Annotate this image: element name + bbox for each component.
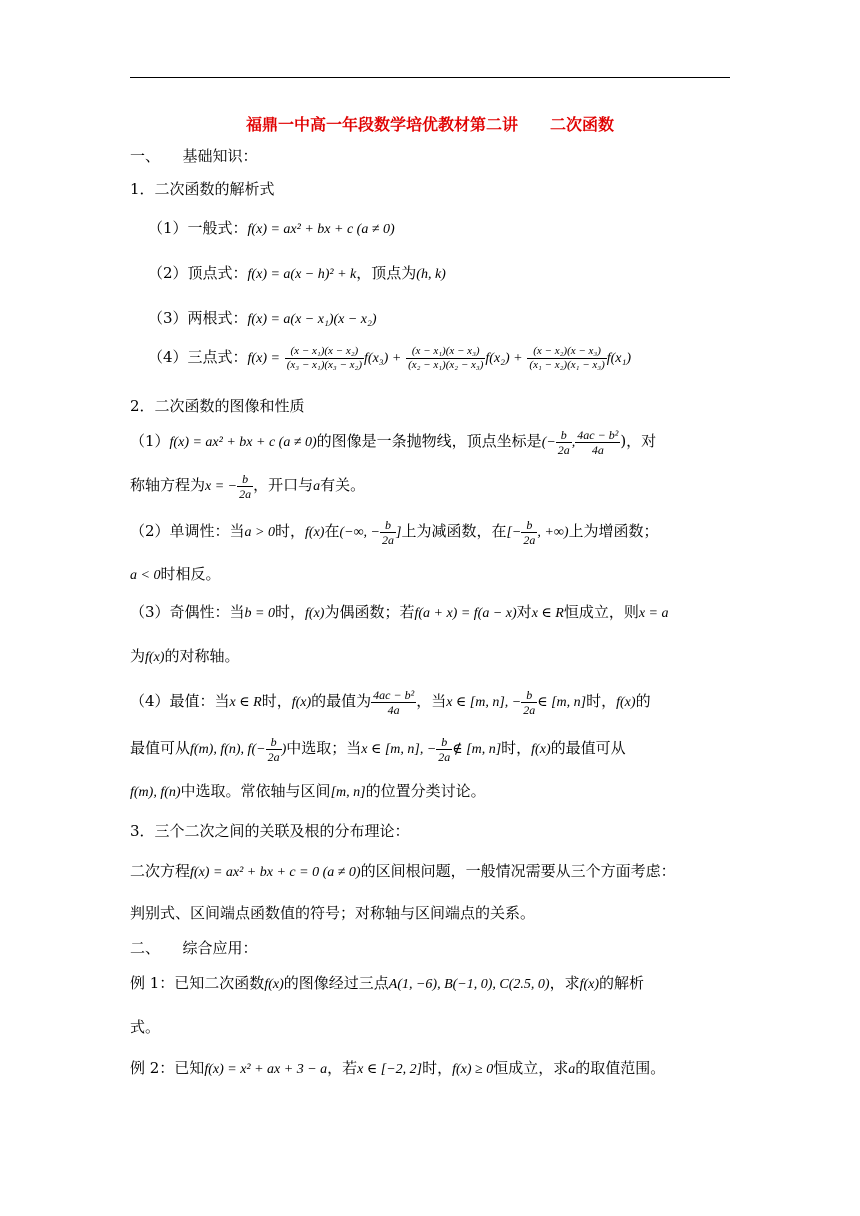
property-monotonicity: （2）单调性：当a > 0时，f(x)在(−∞, − $\frac{b}{2a}$ ]上为减函数，在[− $\frac{b}{2a}$ , +∞)上为增函数； bbox=[130, 517, 659, 547]
section-heading-application: 二、 综合应用： bbox=[130, 939, 258, 957]
property-extreme-cont: 最值可从f(m), f(n), f(− $\frac{b}{2a}$ )中选取；当x ∈ [m, n], − $\frac{b}{2a}$ ∉ [m, n]时，f(x)的最值可从 bbox=[130, 734, 626, 764]
property-axis: 称轴方程为x = − $\frac{b}{2a}$ ，开口与a有关。 bbox=[130, 471, 366, 501]
relations-text-cont: 判别式、区间端点函数值的符号；对称轴与区间端点的关系。 bbox=[130, 904, 536, 922]
example-1-cont: 式。 bbox=[130, 1018, 161, 1036]
property-parity-cont: 为f(x)的对称轴。 bbox=[130, 647, 240, 665]
example-2: 例 2：已知f(x) = x² + ax + 3 − a，若x ∈ [−2, 2]时，f(x) ≥ 0恒成立，求a的取值范围。 bbox=[130, 1059, 666, 1077]
header-rule bbox=[130, 77, 730, 78]
property-extreme: （4）最值：当x ∈ R时，f(x)的最值为 $\frac{\text{4ac − b²}}{4a}$ ，当x ∈ [m, n], − $\frac{b}{2a}$ ∈ [m, n]时，f(x)的 bbox=[130, 687, 651, 717]
section-heading-basics: 一、 基础知识： bbox=[130, 147, 258, 165]
property-extreme-cont2: f(m), f(n)中选取。常依轴与区间[m, n]的位置分类讨论。 bbox=[130, 782, 486, 800]
subheading-expressions: 1．二次函数的解析式 bbox=[130, 180, 275, 198]
property-monotonicity-cont: a < 0时相反。 bbox=[130, 565, 221, 583]
subheading-relations: 3．三个二次之间的关联及根的分布理论： bbox=[130, 822, 410, 840]
general-form: （1）一般式：f(x) = ax² + bx + c (a ≠ 0) bbox=[148, 219, 395, 237]
two-root-form: （3）两根式：f(x) = a(x − x₁)(x − x₂) bbox=[148, 309, 377, 327]
property-parabola: （1）f(x) = ax² + bx + c (a ≠ 0)的图像是一条抛物线，顶点坐标是(− $\frac{b}{2a}$ , $\frac{\text{4ac − b²}}{4a}$ )，对 bbox=[130, 427, 657, 457]
relations-text: 二次方程f(x) = ax² + bx + c = 0 (a ≠ 0)的区间根问题，一般情况需要从三个方面考虑： bbox=[130, 862, 676, 880]
three-point-form: （4）三点式：f(x) = $\frac{\text{(x − x₁)(x − x₂)}}{\text{(x₃ − x₁)(x₃ − x₂)}}$ f(x₃) + $\frac{\text{(x − x₁)(x − x₃)}}{\text{(x₂ − x₁)(x₂ − x₃)}}$ f(x₂) + $\frac{\text{(x − x₂)(x − x₃)}}{\text{(x₁ − x₂)(x₁ − x₃)}}$ f(x₁) bbox=[148, 344, 632, 371]
vertex-form: （2）顶点式：f(x) = a(x − h)² + k，顶点为(h, k) bbox=[148, 264, 446, 282]
example-1: 例 1：已知二次函数f(x)的图像经过三点A(1, −6), B(−1, 0), C(2.5, 0)，求f(x)的解析 bbox=[130, 974, 645, 992]
property-parity: （3）奇偶性：当b = 0时，f(x)为偶函数；若f(a + x) = f(a − x)对x ∈ R恒成立，则x = a bbox=[130, 603, 669, 621]
page-title: 福鼎一中高一年段数学培优教材第二讲 二次函数 bbox=[245, 115, 614, 134]
subheading-graph-properties: 2．二次函数的图像和性质 bbox=[130, 397, 305, 415]
